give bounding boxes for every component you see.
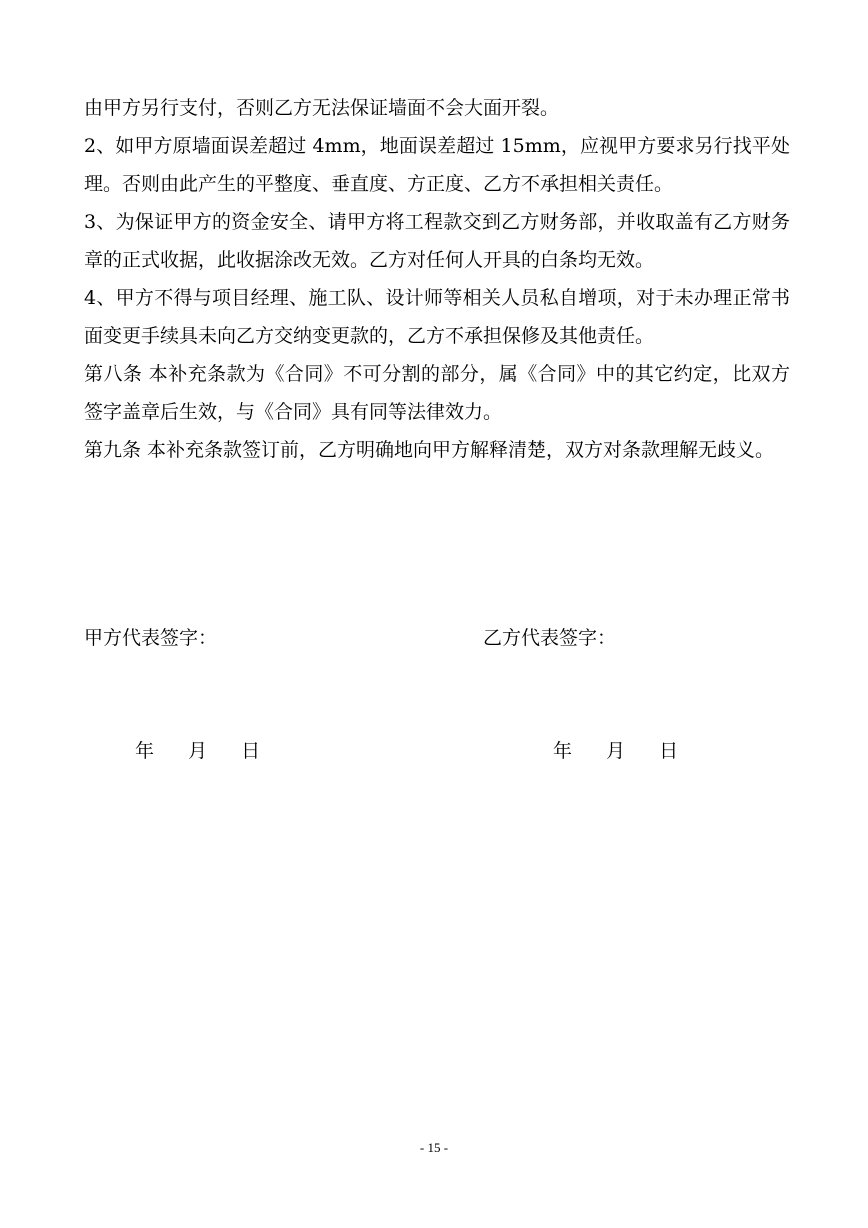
- paragraph-payment-continuation: 由甲方另行支付，否则乙方无法保证墙面不会大面开裂。: [84, 97, 560, 119]
- contract-body: [84, 89, 790, 469]
- paragraph-clause-3: 3、为保证甲方的资金安全、请甲方将工程款交到乙方财务部，并收取盖有乙方财务章的正式收据，此收据涂改无效。乙方对任何人开具的白条均无效。: [84, 211, 790, 271]
- party-a-date-day: 日: [241, 740, 261, 762]
- paragraph-clause-2: 2、如甲方原墙面误差超过 4mm，地面误差超过 15mm，应视甲方要求另行找平处理。否则由此产生的平整度、垂直度、方正度、乙方不承担相关责任。: [84, 135, 790, 195]
- party-a-date-month: 月: [188, 740, 208, 762]
- page-number: - 15 -: [419, 1140, 449, 1155]
- paragraph-article-8: 第八条 本补充条款为《合同》不可分割的部分，属《合同》中的其它约定，比双方签字盖章后生效，与《合同》具有同等法律效力。: [84, 363, 790, 423]
- party-a-date-year: 年: [135, 740, 155, 762]
- paragraph-clause-4: 4、甲方不得与项目经理、施工队、设计师等相关人员私自增项，对于未办理正常书面变更手续具未向乙方交纳变更款的，乙方不承担保修及其他责任。: [84, 287, 790, 347]
- party-b-date-day: 日: [659, 740, 679, 762]
- paragraph-article-9: 第九条 本补充条款签订前，乙方明确地向甲方解释清楚，双方对条款理解无歧义。: [84, 439, 775, 461]
- party-b-signature-label: 乙方代表签字：: [483, 627, 617, 649]
- party-b-date: [553, 738, 706, 764]
- party-b-date-month: 月: [606, 740, 626, 762]
- party-a-date: [135, 738, 288, 764]
- party-a-signature-label: 甲方代表签字：: [84, 627, 218, 649]
- party-b-date-year: 年: [553, 740, 573, 762]
